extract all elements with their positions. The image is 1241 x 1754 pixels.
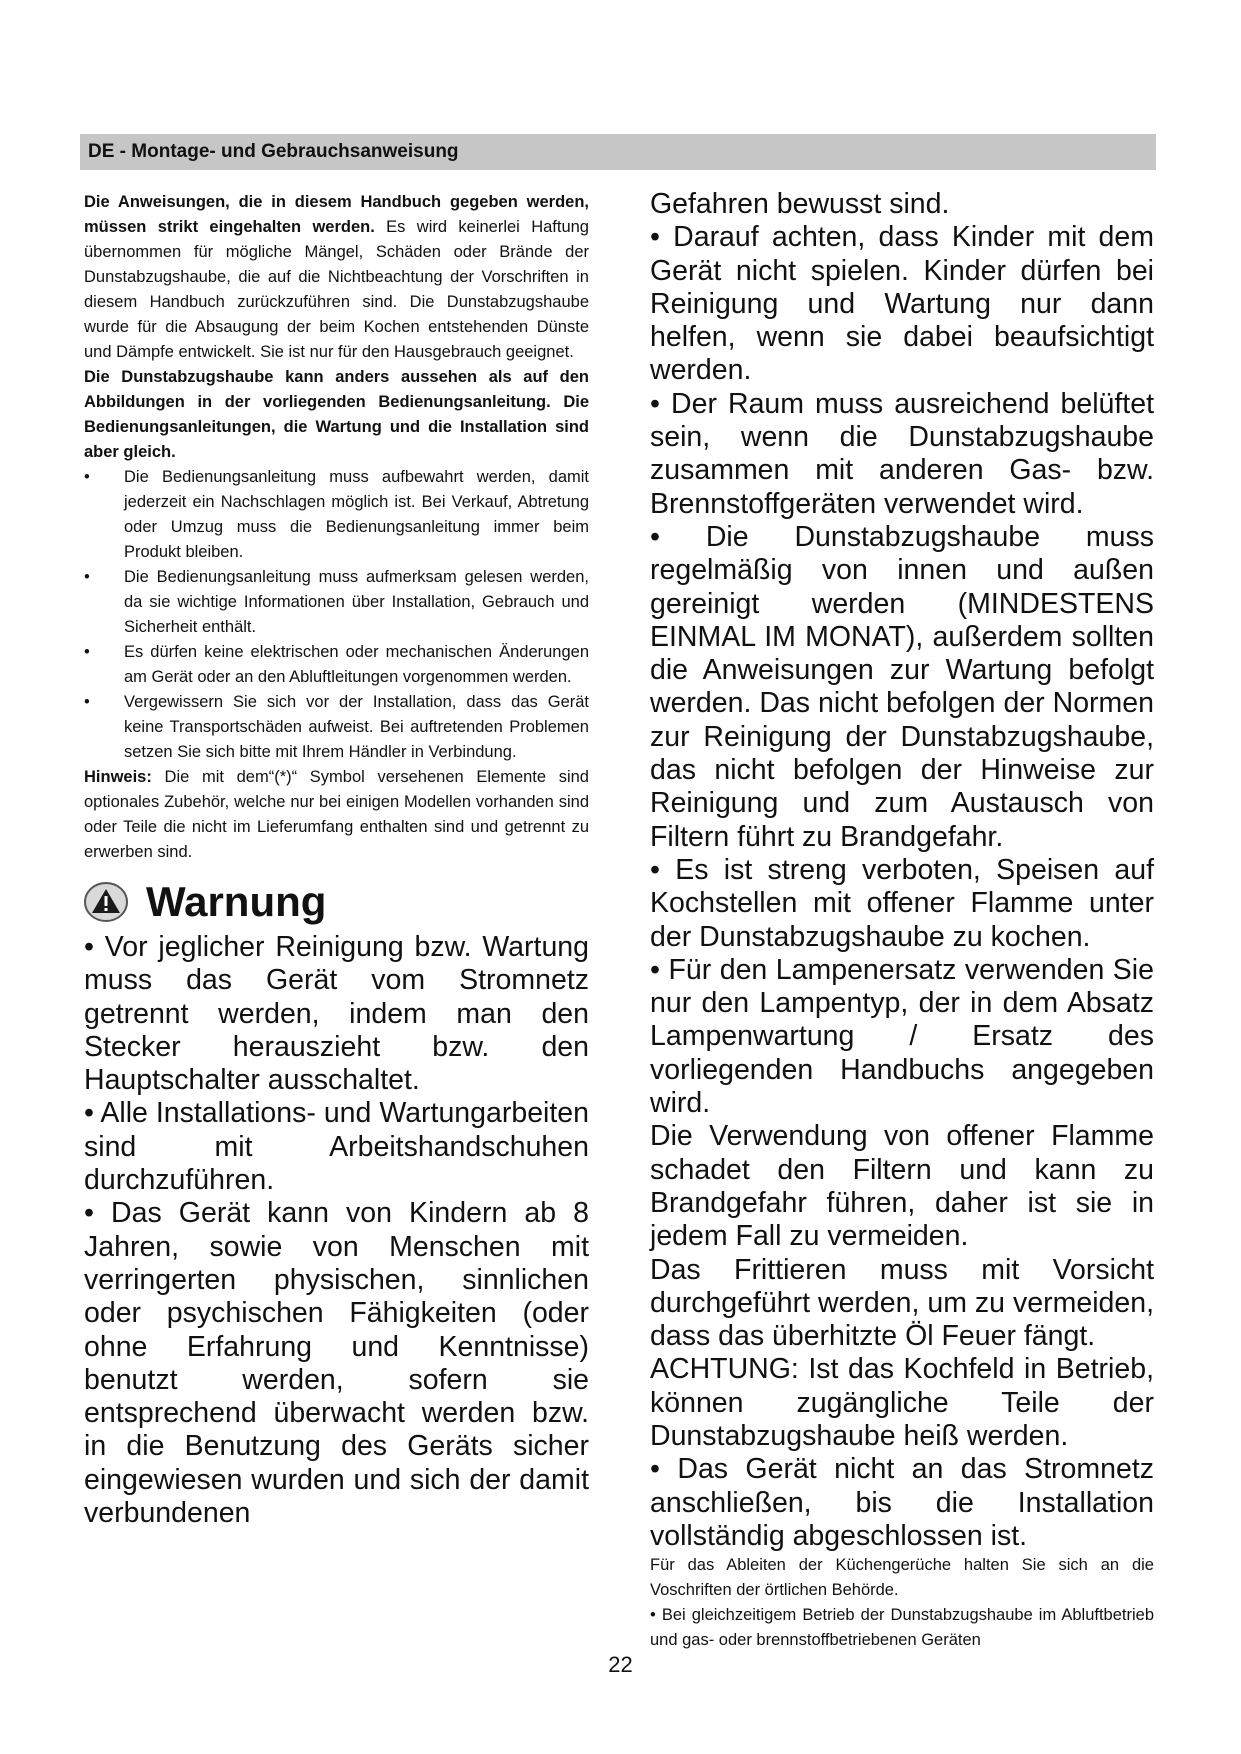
warning-paragraph: ACHTUNG: Ist das Kochfeld in Betrieb, können zugängliche Teile der Dunstabzugshaube heiß werden. xyxy=(650,1353,1154,1452)
warning-paragraph: • Der Raum muss ausreichend belüftet sein, wenn die Dunstabzugshaube zusammen mit anderen Gas- bzw. Brennstoffgeräten verwendet wird. xyxy=(650,387,1154,520)
intro-bullet-list xyxy=(84,465,589,765)
warning-paragraph: • Darauf achten, dass Kinder mit dem Gerät nicht spielen. Kinder dürfen bei Reinigung und Wartung nur dann helfen, wenn sie dabei beaufsichtigt werden. xyxy=(650,221,1154,387)
list-item: • Die Bedienungsanleitung muss aufmerksam gelesen werden, da sie wichtige Informationen über Installation, Gebrauch und Sicherheit enthält. xyxy=(84,568,589,636)
warning-paragraph: • Das Gerät nicht an das Stromnetz anschließen, bis die Installation vollständig abgeschlossen ist. xyxy=(650,1453,1154,1552)
warning-paragraph: • Vor jeglicher Reinigung bzw. Wartung muss das Gerät vom Stromnetz getrennt werden, indem man den Stecker herauszieht bzw. den Hauptschalter ausschaltet. xyxy=(84,931,589,1097)
left-column xyxy=(84,190,589,1530)
list-item: • Die Bedienungsanleitung muss aufbewahrt werden, damit jederzeit ein Nachschlagen möglich ist. Bei Verkauf, Abtretung oder Umzug muss die Bedienungsanleitung immer beim Produkt bleiben. xyxy=(84,468,589,561)
small-paragraph: Für das Ableiten der Küchengerüche halten Sie sich an die Voschriften der örtlichen Behörde. xyxy=(650,1556,1154,1600)
warning-triangle-icon xyxy=(84,882,128,922)
list-item: • Es dürfen keine elektrischen oder mechanischen Änderungen am Gerät oder an den Abluftleitungen vorgenommen werden. xyxy=(84,643,589,686)
intro-paragraph xyxy=(84,190,589,365)
warning-paragraph: • Alle Installations- und Wartungarbeiten sind mit Arbeitshandschuhen durchzuführen. xyxy=(84,1097,589,1197)
intro-bold-paragraph: Die Dunstabzugshaube kann anders aussehen als auf den Abbildungen in der vorliegenden Bedienungsanleitung. Die Bedienungsanleitungen, die Wartung und die Installation sind aber gleich. xyxy=(84,368,589,461)
hinweis-paragraph: Hinweis: Die mit dem“(*)“ Symbol versehenen Elemente sind optionales Zubehör, welche nur bei einigen Modellen vorhanden sind oder Teile die nicht im Lieferumfang enthalten sind und getrennt zu erwerben sind. xyxy=(84,768,589,861)
warning-paragraph: • Es ist streng verboten, Speisen auf Kochstellen mit offener Flamme unter der Dunstabzugshaube zu kochen. xyxy=(650,853,1154,953)
intro-text: Es wird keinerlei Haftung übernommen für mögliche Mängel, Schäden oder Brände der Dunstabzugshaube, die auf die Nichtbeachtung der Vorschriften in diesem Handbuch zurückzuführen sind. Die Dunstabzugshaube wurde für die Absaugung der beim Kochen entstehenden Dünste und Dämpfe entwickelt. Sie ist nur für den Hausgebrauch geeignet. xyxy=(84,218,589,361)
section-title: DE - Montage- und Gebrauchsanweisung xyxy=(88,141,459,162)
right-column xyxy=(650,188,1154,1653)
small-paragraph: • Bei gleichzeitigem Betrieb der Dunstabzugshaube im Abluftbetrieb und gas- oder brennstoffbetriebenen Geräten xyxy=(650,1606,1154,1650)
list-item: • Vergewissern Sie sich vor der Installation, dass das Gerät keine Transportschäden aufweist. Bei auftretenden Problemen setzen Sie sich bitte mit Ihrem Händler in Verbindung. xyxy=(84,693,589,761)
page-number: 22 xyxy=(608,1652,633,1677)
intro-bold-lead: Die Anweisungen, die in diesem Handbuch gegeben werden, müssen strikt eingehalten werden. xyxy=(84,193,589,236)
warning-title: Warnung xyxy=(146,878,327,925)
warning-paragraph: • Für den Lampenersatz verwenden Sie nur den Lampentyp, der in dem Absatz Lampenwartung / Ersatz des vorliegenden Handbuchs angegeben wird. xyxy=(650,953,1154,1120)
warning-paragraph: Das Frittieren muss mit Vorsicht durchgeführt werden, um zu vermeiden, dass das überhitzte Öl Feuer fängt. xyxy=(650,1253,1154,1353)
warning-paragraph: Die Verwendung von offener Flamme schadet den Filtern und kann zu Brandgefahr führen, daher ist sie in jedem Fall zu vermeiden. xyxy=(650,1120,1154,1253)
warning-heading xyxy=(84,877,589,927)
warning-paragraph: Gefahren bewusst sind. xyxy=(650,188,950,220)
warning-paragraph: • Das Gerät kann von Kindern ab 8 Jahren, sowie von Menschen mit verringerten physischen, sinnlichen oder psychischen Fähigkeiten (oder ohne Erfahrung und Kenntnisse) benutzt werden, sofern sie entsprechend überwacht werden bzw. in die Benutzung des Geräts sicher eingewiesen wurden und sich der damit verbundenen xyxy=(84,1197,589,1530)
hinweis-label: Hinweis: xyxy=(84,768,152,786)
section-header-bar xyxy=(80,134,1156,170)
warning-paragraph: • Die Dunstabzugshaube muss regelmäßig von innen und außen gereinigt werden (MINDESTENS EINMAL IM MONAT), außerdem sollten die Anweisungen zur Wartung befolgt werden. Das nicht befolgen der Normen zur Reinigung der Dunstabzugshaube, das nicht befolgen der Hinweise zur Reinigung und zum Austausch von Filtern führt zu Brandgefahr. xyxy=(650,520,1154,853)
